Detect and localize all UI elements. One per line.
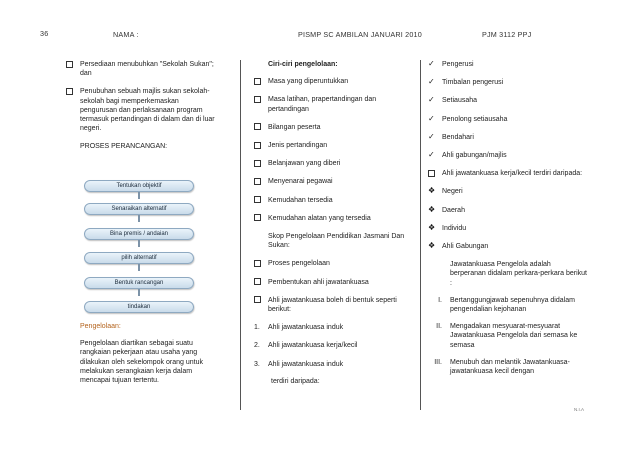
- skop-title: Skop Pengelolaan Pendidikan Jasmani Dan Sukan:: [268, 233, 405, 250]
- nama-label: NAMA :: [113, 30, 139, 39]
- column-1: [66, 60, 216, 152]
- column-2: [254, 60, 412, 386]
- diamond-bullet-icon: ❖: [428, 186, 436, 196]
- list-item: ❖ Individu: [428, 222, 467, 232]
- flow-arrow: [138, 289, 140, 296]
- checkbox-icon: [254, 96, 261, 103]
- checkbox-icon: [254, 178, 261, 185]
- flow-step: Senaraikan alternatif: [84, 203, 194, 215]
- checkmark-icon: ✓: [428, 59, 435, 68]
- page-number: 36: [40, 29, 49, 38]
- list-item: Proses pengelolaan: [254, 259, 412, 268]
- checkbox-icon: [254, 123, 261, 130]
- checkmark-icon: ✓: [428, 150, 435, 160]
- flow-arrow: [138, 264, 140, 271]
- list-item: ❖ Negeri: [428, 186, 463, 196]
- list-item: Menyenarai pegawai: [254, 177, 412, 186]
- list-item: Ahli jawatankuasa boleh di bentuk seperti berikut:: [254, 296, 412, 314]
- checkbox-icon: [428, 170, 435, 177]
- list-item: ✓ Pengerusi: [428, 59, 474, 68]
- numbered-item: 3. Ahli jawatankuasa induk: [254, 360, 344, 368]
- checkmark-icon: ✓: [428, 131, 435, 141]
- list-item: Penubuhan sebuah majlis sukan sekolah-sekolah bagi memperkemaskan pengurusan dan perlaksanaan program termasuk pertandingan di dalam dan di luar negeri.: [66, 87, 216, 133]
- numbered-item: 2. Ahli jawatankuasa kerja/kecil: [254, 342, 358, 350]
- list-item: ✓ Bendahari: [428, 131, 474, 141]
- checkbox-icon: [254, 196, 261, 203]
- jawatankuasa-text: Jawatankuasa Pengelola adalah berperanan didalam perkara-perkara berikut :: [450, 261, 587, 287]
- list-item: Bilangan peserta: [254, 123, 412, 132]
- checkbox-icon: [254, 260, 261, 267]
- list-item: Ahli jawatankuasa kerja/kecil terdiri daripada:: [428, 169, 588, 178]
- pengelolaan-section: [66, 322, 216, 385]
- checkbox-icon: [66, 61, 73, 68]
- list-item: ✓ Setiausaha: [428, 95, 478, 105]
- numbered-item: 1. Ahli jawatankuasa induk: [254, 324, 344, 332]
- list-item: Jenis pertandingan: [254, 141, 412, 150]
- list-item: ✓ Timbalan pengerusi: [428, 77, 504, 87]
- roman-item: I. Bertanggungjawab sepenuhnya didalam pengendalian kejohanan: [438, 296, 575, 314]
- flow-arrow: [138, 240, 140, 247]
- list-item: ❖ Daerah: [428, 204, 465, 214]
- course-code: PJM 3112 PPJ: [482, 30, 532, 39]
- list-item: Kemudahan alatan yang tersedia: [254, 214, 412, 223]
- ciri-title: Ciri-ciri pengelolaan:: [268, 61, 338, 68]
- checkbox-icon: [66, 88, 73, 95]
- diamond-bullet-icon: ❖: [428, 241, 436, 251]
- checkbox-icon: [254, 214, 261, 221]
- list-item: Masa latihan, prapertandingan dan pertandingan: [254, 95, 412, 113]
- list-item: Kemudahan tersedia: [254, 196, 412, 205]
- course-title: PISMP SC AMBILAN JANUARI 2010: [298, 30, 422, 39]
- flow-step: Bina premis / andaian: [84, 228, 194, 240]
- list-item: ✓ Penolong setiausaha: [428, 113, 508, 123]
- checkmark-icon: ✓: [428, 77, 435, 87]
- checkbox-icon: [254, 142, 261, 149]
- checkbox-icon: [254, 278, 261, 285]
- checkbox-icon: [254, 296, 261, 303]
- terdiri-text: terdiri daripada:: [271, 377, 320, 385]
- flow-step: Tentukan objektif: [84, 180, 194, 192]
- flow-step: pilih alternatif: [84, 252, 194, 264]
- footer-initials: N.I.A: [574, 407, 585, 412]
- list-item: Belanjawan yang diberi: [254, 159, 412, 168]
- flow-arrow: [138, 215, 140, 222]
- list-item: ❖ Ahli Gabungan: [428, 241, 489, 251]
- column-divider-2: [420, 60, 421, 410]
- diamond-bullet-icon: ❖: [428, 204, 436, 214]
- roman-item: III. Menubuh dan melantik Jawatankuasa-jawatankuasa kecil dengan: [434, 358, 570, 376]
- list-item: Masa yang diperuntukkan: [254, 77, 412, 86]
- pengelolaan-text: Pengelolaan diartikan sebagai suatu rangkaian pekerjaan atau usaha yang dilakukan oleh sekelompok orang untuk melakukan serangkaian kerja dalam mencapai tujuan tertentu.: [80, 340, 203, 385]
- checkbox-icon: [254, 78, 261, 85]
- list-item: Persediaan menubuhkan "Sekolah Sukan"; dan: [66, 60, 216, 78]
- checkmark-icon: ✓: [428, 95, 435, 105]
- flow-arrow: [138, 192, 140, 199]
- flow-step: Bentuk rancangan: [84, 277, 194, 289]
- diamond-bullet-icon: ❖: [428, 222, 436, 232]
- column-3: [428, 60, 588, 376]
- checkmark-icon: ✓: [428, 113, 435, 123]
- list-item: Pembentukan ahli jawatankuasa: [254, 278, 412, 287]
- flow-step: tindakan: [84, 301, 194, 313]
- proses-title: PROSES PERANCANGAN:: [80, 143, 168, 151]
- column-divider-1: [240, 60, 241, 410]
- pengelolaan-title: Pengelolaan:: [80, 323, 121, 330]
- list-item: ✓ Ahli gabungan/majlis: [428, 150, 507, 160]
- roman-item: II. Mengadakan mesyuarat-mesyuarat Jawatankuasa Pengelola dari semasa ke semasa: [436, 323, 578, 349]
- checkbox-icon: [254, 160, 261, 167]
